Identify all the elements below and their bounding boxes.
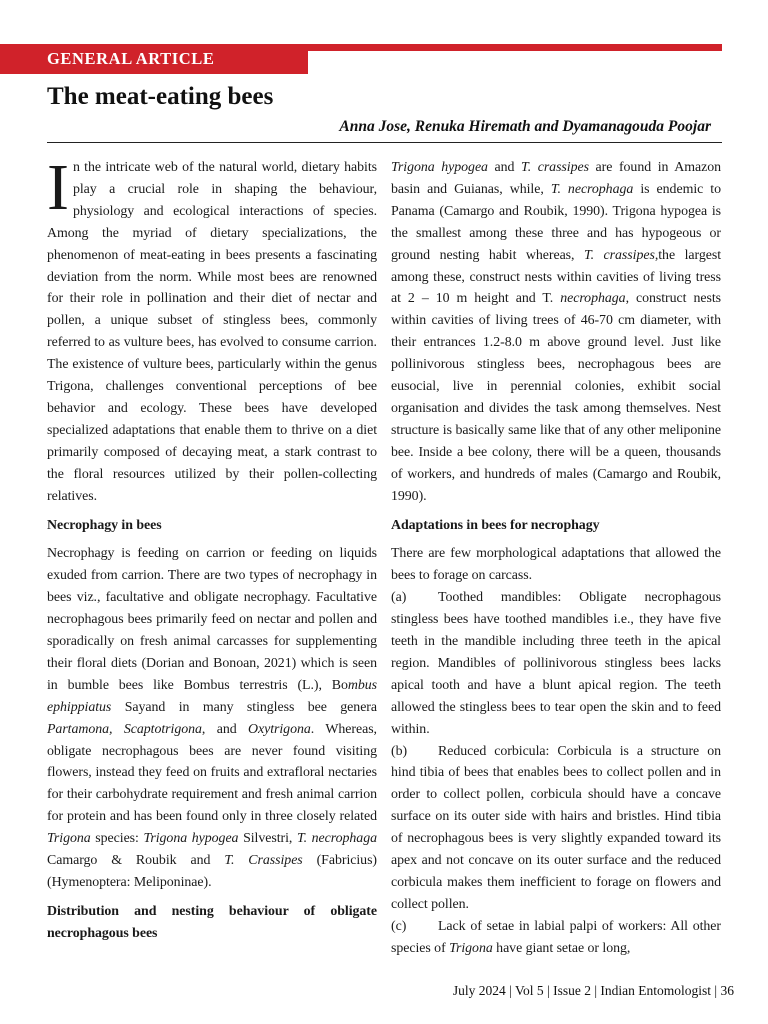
left-column — [47, 151, 378, 952]
list-item-text: Reduced corbicula: Corbicula is a structure on hind tibia of bees that enables bees to collect pollen and in order to collect pollen, corbicula should have a concave surface on its outer side with hairs and bristles. Hind tibia of necrophagous bees is very slightly expanded toward its apex and not concave on its outer surface and the reduced corbicula makes them inefficient to forage on flowers and collect pollen. — [391, 743, 721, 912]
text-run: Silvestri, — [238, 831, 297, 847]
drop-cap: I — [47, 151, 69, 224]
necrophagy-paragraph — [47, 543, 377, 894]
italic-run: Trigona hypogea — [391, 160, 488, 175]
italic-run: Trigona — [449, 940, 493, 956]
list-item-a — [391, 587, 721, 740]
list-item-text: Toothed mandibles: Obligate necrophagous stingless bees have toothed mandibles i.e., they have five teeth in the mandible including three teeth in the apical region. Mandibles of pollinivorous stingless bees lacks apical tooth and have a blunt apical region. The teeth allowed the stingless bees to tear open the skin and to feed within. — [391, 590, 721, 737]
italic-run: T. necrophaga — [550, 181, 634, 197]
italic-run: Trigona hypogea — [143, 831, 239, 847]
heading-adaptations: Adaptations in bees for necrophagy — [391, 517, 600, 533]
italic-run: Partamona, Scaptotrigona — [47, 721, 202, 737]
text-run: and — [487, 160, 522, 175]
list-item-b — [391, 741, 721, 916]
list-marker: (a) — [391, 590, 407, 606]
title-divider — [47, 142, 722, 143]
list-item-c — [391, 916, 721, 960]
adaptations-intro: There are few morphological adaptations that allowed the bees to forage on carcass. — [391, 546, 721, 584]
italic-run: T. crassipes — [583, 247, 655, 263]
text-run: , construct nests within cavities of living trees of 46-70 cm diameter, with their entrances 1.2-8.0 m above ground level. Just like pollinivorous stingless bees, necrophagous bees are eusocial, live in perennial colonies, exhibit social organisation and divides the task among themselves. Nest structure is basically same like that of any other meliponine bee. Inside a bee colony, there will be a queen, thousands of workers, and hundreds of males (Camargo and Roubik, 1990). — [391, 291, 721, 504]
list-marker: (c) — [391, 918, 407, 934]
text-run: are found in Amazon basin and Guianas, while, — [391, 160, 721, 197]
italic-run: T. crassipes — [521, 160, 589, 175]
italic-run: T. necrophaga — [296, 831, 377, 847]
text-run: Necrophagy is feeding on carrion or feeding on liquids exuded from carrion. There are two types of necrophagy in bees viz., facultative and obligate necrophagy. Facultative necrophagous bees primarily feed on nectar and pollen and sporadically on fresh animal carcasses for supplementing their floral diets (Dorian and Bonoan, 2021) which is seen in bumble bees like Bombus terrestris (L.), Bo — [47, 546, 377, 693]
italic-run: T. Crassipes — [224, 853, 303, 869]
article-authors: Anna Jose, Renuka Hiremath and Dyamanagouda Poojar — [339, 118, 711, 135]
heading-necrophagy: Necrophagy in bees — [47, 517, 162, 533]
intro-text: n the intricate web of the natural world, dietary habits play a crucial role in shaping the behaviour, physiology and ecological interactions of species. Among the myriad of dietary specializations, the phenomenon of meat-eating in bees presents a fascinating deviation from the norm. While most bees are renowned for their role in pollination and their diet of nectar and pollen, a unique subset of stingless bees, commonly referred to as vulture bees, has evolved to consume carrion. The existence of vulture bees, particularly within the genus Trigona, challenges conventional perceptions of bee behavior and ecology. These bees have developed specialized adaptations that enable them to thrive on a diet primarily composed of decaying meat, a stark contrast to the floral resources utilized by their pollen-collecting relatives. — [47, 160, 377, 504]
intro-paragraph — [47, 151, 377, 508]
italic-run: mbus ephippiatus — [47, 677, 377, 715]
text-run: (Fabricius) (Hymenoptera: Meliponinae). — [47, 853, 378, 890]
text-run: ,the largest among these, construct nests within cavities of living tress at 2 – 10 m height and T. — [391, 247, 722, 307]
text-run: , and — [201, 721, 248, 737]
list-marker: (b) — [391, 743, 408, 759]
italic-run: Oxytrigona — [248, 721, 311, 737]
right-column — [391, 157, 721, 960]
text-run: species: — [90, 831, 144, 847]
italic-run: Trigona — [47, 831, 91, 847]
article-title: The meat-eating bees — [47, 83, 274, 110]
text-run: have giant setae or long, — [492, 940, 631, 956]
italic-run: necrophaga — [560, 291, 626, 307]
page-footer: July 2024 | Vol 5 | Issue 2 | Indian Entomologist | 36 — [452, 983, 734, 998]
text-run: Camargo & Roubik and — [47, 853, 225, 869]
distribution-paragraph — [391, 157, 721, 508]
text-run: Lack of setae in labial palpi of workers: All other species of — [391, 918, 721, 956]
section-banner: GENERAL ARTICLE — [0, 44, 308, 74]
text-run: Sayand in many stingless bee genera — [111, 699, 377, 715]
text-run: . Whereas, obligate necrophagous bees are never found visiting flowers, instead they feed on fruits and extrafloral nectaries for their carbohydrate requirement and fresh animal carrion for protein and has been found only in three closely related — [47, 721, 377, 825]
heading-distribution: Distribution and nesting behaviour of obligate necrophagous bees — [47, 903, 377, 941]
text-run: is endemic to Panama (Camargo and Roubik, 1990). Trigona hypogea is the smallest among these three and has hypogeous or ground nesting habit whereas, — [391, 181, 722, 263]
